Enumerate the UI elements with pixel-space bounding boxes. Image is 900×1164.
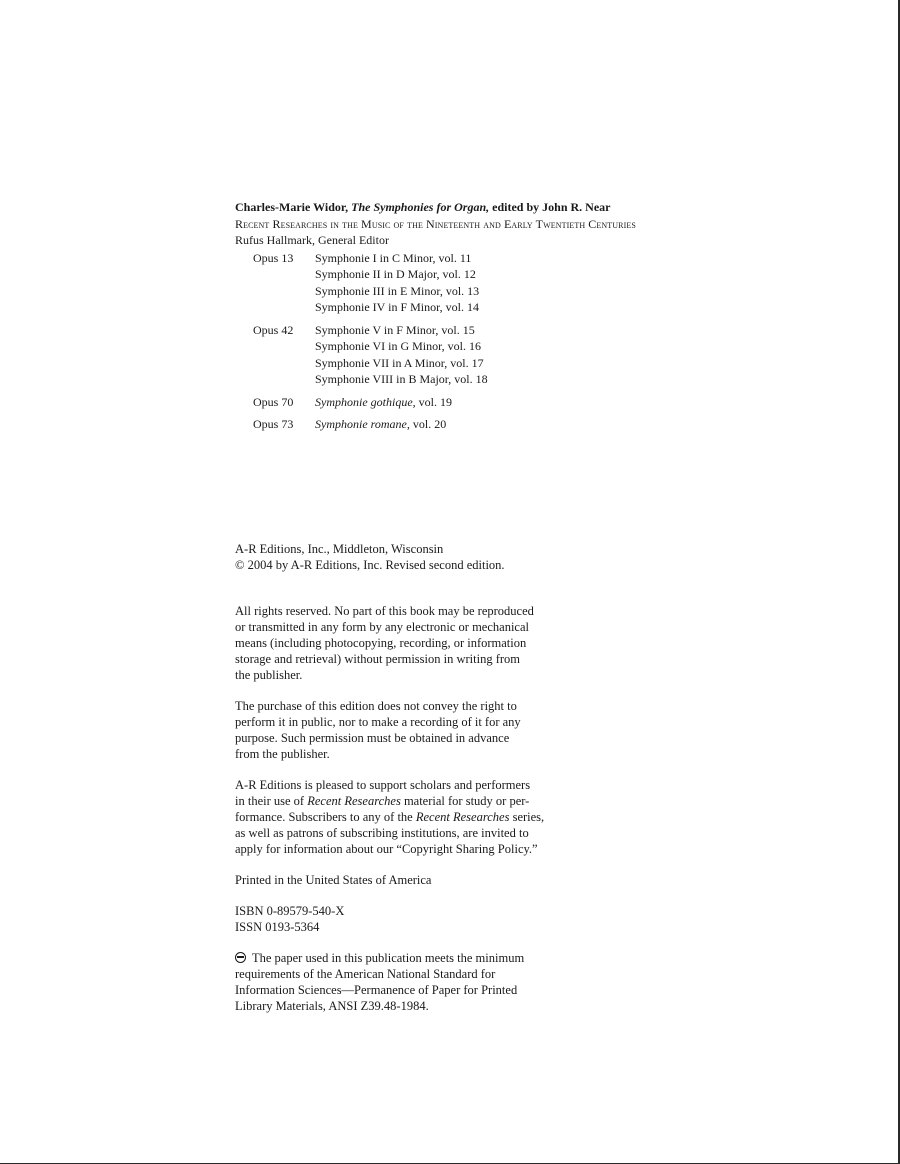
work-entry: Symphonie VII in A Minor, vol. 17 (315, 355, 484, 370)
identifiers (235, 903, 615, 935)
text-line: as well as patrons of subscribing institutions, are invited to (235, 826, 529, 840)
text-run: series, (509, 810, 545, 824)
opus-group (253, 416, 855, 433)
text-line: All rights reserved. No part of this book may be reproduced (235, 604, 534, 618)
work-title: The Symphonies for Organ, (351, 200, 490, 214)
issn: ISSN 0193-5364 (235, 920, 320, 934)
text-line: Information Sciences—Permanence of Paper for Printed (235, 983, 518, 997)
text-line: the publisher. (235, 668, 303, 682)
work-entry: Symphonie III in E Minor, vol. 13 (315, 283, 480, 298)
opus-works (315, 322, 488, 388)
rights-paragraph (235, 603, 615, 683)
work-entry: Symphonie VIII in B Major, vol. 18 (315, 372, 488, 386)
opus-group (253, 394, 855, 411)
opus-label: Opus 13 (253, 250, 294, 265)
work-title-italic: Symphonie romane, (315, 417, 410, 431)
opus-group (253, 322, 855, 388)
series-listing (235, 199, 855, 439)
text-line: requirements of the American National Standard for (235, 967, 496, 981)
editor-credit: edited by John R. Near (492, 200, 611, 214)
text-line: Library Materials, ANSI Z39.48-1984. (235, 999, 429, 1013)
opus-label: Opus 70 (253, 394, 294, 409)
text-line (235, 809, 615, 825)
text-line: A-R Editions is pleased to support scholars and performers (235, 778, 531, 792)
text-line: The purchase of this edition does not convey the right to (235, 699, 517, 713)
opus-works (315, 394, 452, 411)
volume-heading (235, 199, 855, 216)
text-line: storage and retrieval) without permission in writing from (235, 652, 521, 666)
text-line: from the publisher. (235, 747, 330, 761)
support-paragraph (235, 777, 615, 857)
text-line: Printed in the United States of America (235, 873, 432, 887)
text-run: material for study or per- (400, 794, 530, 808)
copyright-colophon (235, 526, 615, 1014)
text-line: perform it in public, nor to make a recording of it for any (235, 715, 521, 729)
performance-paragraph (235, 698, 615, 762)
text-line (235, 793, 615, 809)
opus-label: Opus 73 (253, 417, 294, 431)
publisher-line: A-R Editions, Inc., Middleton, Wisconsin (235, 542, 444, 556)
paper-standard-paragraph (235, 950, 615, 1014)
text-run: in their use of (235, 794, 308, 808)
text-run: The paper used in this publication meets the minimum (252, 951, 525, 965)
text-line: apply for information about our “Copyright Sharing Policy.” (235, 842, 538, 856)
work-entry (315, 416, 446, 433)
work-entry (315, 394, 452, 411)
work-volume: vol. 19 (415, 394, 452, 409)
work-entry: Symphonie IV in F Minor, vol. 14 (315, 300, 479, 314)
work-entry: Symphonie VI in G Minor, vol. 16 (315, 339, 481, 353)
text-line: or transmitted in any form by any electronic or mechanical (235, 620, 529, 634)
opus-works (315, 416, 446, 433)
work-entry: Symphonie V in F Minor, vol. 15 (315, 322, 475, 337)
text-line (235, 950, 615, 966)
work-volume: vol. 20 (409, 417, 447, 431)
series-title-italic: Recent Researches (415, 810, 510, 824)
isbn: ISBN 0-89579-540-X (235, 904, 345, 918)
opus-label: Opus 42 (253, 322, 294, 337)
work-title-italic: Symphonie gothique, (315, 394, 416, 409)
text-line: means (including photocopying, recording, or information (235, 636, 527, 650)
text-run: formance. Subscribers to any of the (235, 810, 416, 824)
opus-group (253, 250, 855, 316)
permanent-paper-icon (235, 952, 246, 963)
series-name: Recent Researches in the Music of the Nineteenth and Early Twentieth Centuries (235, 216, 636, 231)
series-title-italic: Recent Researches (307, 794, 401, 808)
work-entry: Symphonie II in D Major, vol. 12 (315, 267, 476, 281)
work-entry: Symphonie I in C Minor, vol. 11 (315, 250, 472, 265)
printed-in (235, 872, 615, 888)
text-line: purpose. Such permission must be obtained in advance (235, 731, 510, 745)
general-editor: Rufus Hallmark, General Editor (235, 233, 389, 247)
copyright-line: © 2004 by A-R Editions, Inc. Revised second edition. (235, 558, 505, 572)
opus-list (253, 250, 855, 433)
opus-works (315, 250, 479, 316)
composer-name: Charles-Marie Widor, (235, 200, 349, 214)
